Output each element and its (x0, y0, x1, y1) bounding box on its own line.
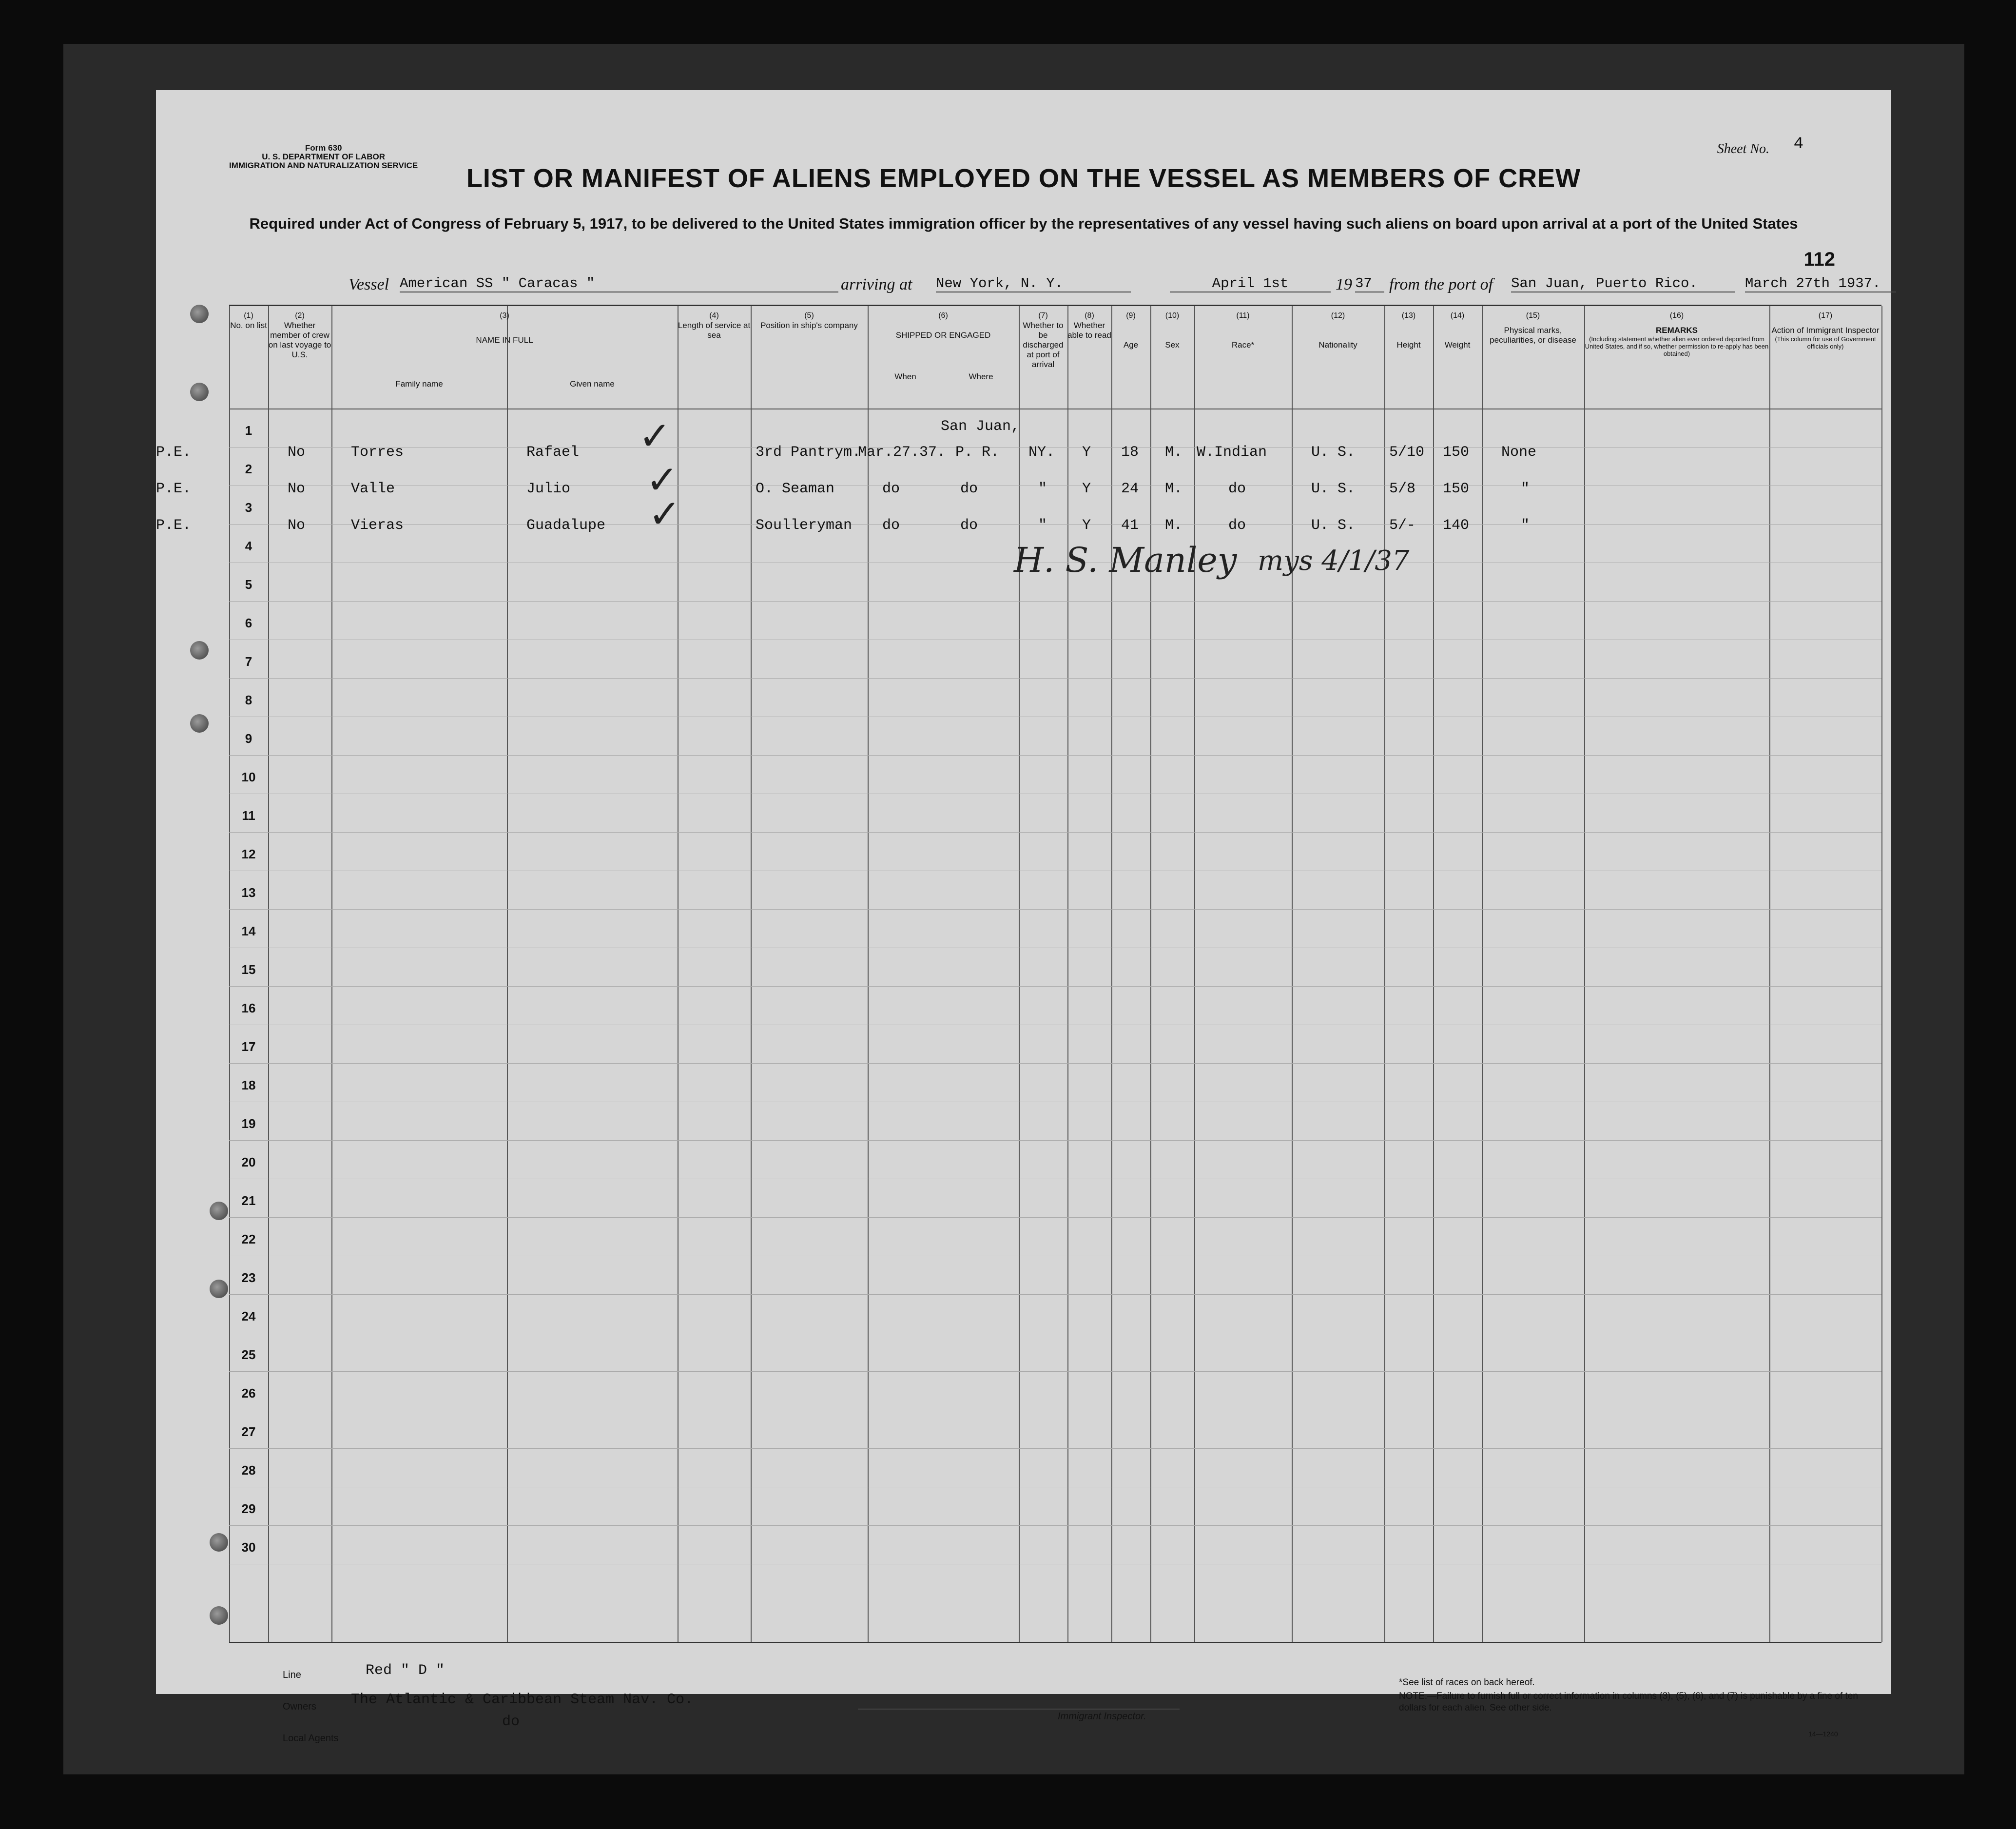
col-header-sex: (10) Sex (1165, 311, 1180, 350)
weight: 150 (1443, 444, 1470, 461)
row-divider (229, 447, 1881, 448)
form-service: IMMIGRATION AND NATURALIZATION SERVICE (229, 161, 418, 170)
sheet-number: 4 (1793, 135, 1803, 154)
row-divider (229, 986, 1881, 987)
col-header-service: (4) Length of service at sea (678, 311, 751, 340)
col-header-no: (1) No. on list (230, 311, 267, 330)
col-header-race: (11) Race* (1231, 311, 1255, 350)
col-header-given-name: Given name (570, 379, 615, 389)
print-code: 14—1240 (1808, 1730, 1838, 1738)
line-value: Red " D " (366, 1662, 445, 1679)
race: do (1228, 481, 1246, 497)
row-number: 15 (241, 962, 256, 977)
row-number: 21 (241, 1193, 256, 1208)
shipped-where: do (960, 517, 978, 534)
row-number: 14 (241, 924, 256, 938)
age: 41 (1121, 517, 1139, 534)
col-header-family-name: Family name (395, 379, 443, 389)
pe-mark: P.E. (156, 444, 192, 461)
physical-marks: " (1521, 481, 1530, 497)
line-label: Line (283, 1670, 301, 1680)
shipped-when: do (882, 517, 900, 534)
given-name: Julio (526, 481, 571, 497)
vessel-name: American SS " Caracas " (400, 275, 838, 292)
col-header-position: (5) Position in ship's company (760, 311, 858, 330)
row-number: 4 (245, 539, 252, 553)
col-header-read: (8) Whether able to read (1067, 311, 1111, 340)
height: 5/8 (1389, 481, 1416, 497)
col-header-name: (3) NAME IN FULL (476, 311, 533, 345)
row-number: 27 (241, 1424, 256, 1439)
page-number: 112 (1803, 249, 1835, 270)
position: Soulleryman (756, 517, 853, 534)
row-number: 19 (241, 1116, 256, 1131)
position: 3rd Pantrym. (756, 444, 861, 461)
arriving-label: arriving at (841, 275, 912, 293)
punch-hole (210, 1202, 228, 1220)
row-divider (229, 1448, 1881, 1449)
height: 5/- (1389, 517, 1416, 534)
position: O. Seaman (756, 481, 835, 497)
row-divider (229, 678, 1881, 679)
col-header-shipped: (6) SHIPPED OR ENGAGED (895, 311, 991, 340)
row-number: 24 (241, 1309, 256, 1323)
nationality: U. S. (1311, 517, 1356, 534)
row-number: 18 (241, 1078, 256, 1092)
row-divider (229, 1140, 1881, 1141)
col-header-where: Where (969, 372, 993, 381)
agents-label: Local Agents (283, 1733, 339, 1744)
punch-hole (190, 305, 209, 323)
given-name: Guadalupe (526, 517, 606, 534)
form-department: U. S. DEPARTMENT OF LABOR (262, 152, 385, 161)
family-name: Vieras (351, 517, 404, 534)
col-header-last-voyage: (2) Whether member of crew on last voyage to U.S. (268, 311, 331, 359)
arrival-port: New York, N. Y. (936, 275, 1131, 292)
nationality: U. S. (1311, 444, 1356, 461)
owners-value: The Atlantic & Caribbean Steam Nav. Co. (351, 1692, 694, 1708)
manifest-sheet (156, 90, 1891, 1744)
row-number: 2 (245, 462, 252, 476)
row-number: 16 (241, 1001, 256, 1015)
age: 18 (1121, 444, 1139, 461)
row-number: 12 (241, 847, 256, 861)
row-number: 8 (245, 693, 252, 707)
age: 24 (1121, 481, 1139, 497)
row-number: 23 (241, 1270, 256, 1285)
inspector-label: Immigrant Inspector. (1058, 1711, 1146, 1722)
last-voyage: No (288, 444, 306, 461)
row-number: 13 (241, 885, 256, 900)
owners-label: Owners (283, 1701, 316, 1712)
row-number: 28 (241, 1463, 256, 1478)
arrival-year: 37 (1355, 275, 1384, 292)
row-number: 1 (245, 423, 252, 438)
vessel-label: Vessel (349, 275, 389, 293)
able-to-read: Y (1082, 517, 1091, 534)
physical-marks: None (1501, 444, 1537, 461)
races-note: *See list of races on back hereof. (1399, 1677, 1535, 1688)
departure-date: March 27th 1937. (1745, 275, 1896, 292)
agents-value: do (502, 1713, 520, 1730)
punch-hole (190, 383, 209, 401)
row-number: 30 (241, 1540, 256, 1555)
row-number: 10 (241, 770, 256, 784)
form-number: Form 630 (305, 143, 342, 153)
row-number: 6 (245, 616, 252, 630)
punch-hole (190, 714, 209, 733)
discharged: " (1038, 517, 1047, 534)
page-title: LIST OR MANIFEST OF ALIENS EMPLOYED ON THE VESSEL AS MEMBERS OF CREW (466, 164, 1581, 193)
row-number: 9 (245, 731, 252, 746)
row-number: 29 (241, 1501, 256, 1516)
departure-port: San Juan, Puerto Rico. (1511, 275, 1735, 292)
col-header-nationality: (12) Nationality (1318, 311, 1357, 350)
col-header-discharged: (7) Whether to be discharged at port of arrival (1023, 311, 1064, 369)
row-number: 11 (242, 808, 255, 823)
last-voyage: No (288, 481, 306, 497)
race: do (1228, 517, 1246, 534)
row-divider (229, 524, 1881, 525)
row-number: 5 (245, 577, 252, 592)
col-header-height: (13) Height (1396, 311, 1421, 350)
row-divider (229, 909, 1881, 910)
physical-marks: " (1521, 517, 1530, 534)
family-name: Torres (351, 444, 404, 461)
shipped-where: do (960, 481, 978, 497)
sex: M. (1165, 481, 1183, 497)
check-mark-icon: ✓ (648, 491, 681, 537)
signature-note: mys 4/1/37 (1258, 545, 1410, 577)
able-to-read: Y (1082, 481, 1091, 497)
row-number: 7 (245, 654, 252, 669)
discharged: NY. (1028, 444, 1055, 461)
row-divider (229, 601, 1881, 602)
col-header-weight: (14) Weight (1444, 311, 1471, 350)
col-header-physical-marks: (15) Physical marks, peculiarities, or disease (1490, 311, 1576, 345)
crew-table (156, 305, 1881, 1643)
penalty-note: NOTE.—Failure to furnish full or correct information in columns (3), (5), (6), and (7) is punishable by a fine of ten dollars for each alien. See other side. (1399, 1691, 1858, 1713)
shipped-when: do (882, 481, 900, 497)
col-header-inspector: (17) Action of Immigrant Inspector (This column for use of Government officials only) (1771, 311, 1880, 350)
arrival-date: April 1st (1170, 275, 1331, 292)
where-heading: San Juan, (941, 418, 1020, 435)
row-divider (229, 1294, 1881, 1295)
punch-hole (210, 1280, 228, 1298)
nationality: U. S. (1311, 481, 1356, 497)
row-divider (229, 832, 1881, 833)
row-number: 17 (241, 1039, 256, 1054)
height: 5/10 (1389, 444, 1425, 461)
shipped-where: P. R. (955, 444, 1000, 461)
pe-mark: P.E. (156, 517, 192, 534)
punch-hole (210, 1606, 228, 1625)
sex: M. (1165, 517, 1183, 534)
inspector-signature: H. S. Manley (1014, 540, 1237, 580)
from-port-label: from the port of (1389, 275, 1493, 293)
race: W.Indian (1197, 444, 1267, 461)
row-number: 26 (241, 1386, 256, 1401)
check-mark-icon: ✓ (646, 457, 679, 503)
row-number: 20 (241, 1155, 256, 1169)
row-number: 3 (245, 500, 252, 515)
able-to-read: Y (1082, 444, 1091, 461)
sex: M. (1165, 444, 1183, 461)
year-prefix: 19 (1336, 275, 1352, 293)
row-number: 22 (241, 1232, 256, 1246)
pe-mark: P.E. (156, 481, 192, 497)
punch-hole (190, 641, 209, 660)
weight: 140 (1443, 517, 1470, 534)
row-divider (229, 755, 1881, 756)
last-voyage: No (288, 517, 306, 534)
weight: 150 (1443, 481, 1470, 497)
inspector-signature-line (858, 1709, 1180, 1710)
row-divider (229, 1371, 1881, 1372)
given-name: Rafael (526, 444, 580, 461)
row-number: 25 (241, 1347, 256, 1362)
row-divider (229, 1063, 1881, 1064)
family-name: Valle (351, 481, 395, 497)
page-subtitle: Required under Act of Congress of February 5, 1917, to be delivered to the United States immigration officer by the representatives of any vessel having such aliens on board upon arrival at a port of the United States (249, 215, 1798, 232)
discharged: " (1038, 481, 1047, 497)
col-header-remarks: (16) REMARKS (Including statement whether alien ever ordered deported from United States, and if so, whether permission to re-apply has been obtained) (1585, 311, 1769, 357)
row-divider (229, 1217, 1881, 1218)
row-divider (229, 1525, 1881, 1526)
punch-hole (210, 1533, 228, 1552)
col-header-age: (9) Age (1123, 311, 1139, 350)
sheet-label: Sheet No. (1717, 141, 1769, 156)
check-mark-icon: ✓ (639, 413, 672, 459)
col-header-when: When (894, 372, 916, 381)
shipped-when: Mar.27.37. (858, 444, 946, 461)
